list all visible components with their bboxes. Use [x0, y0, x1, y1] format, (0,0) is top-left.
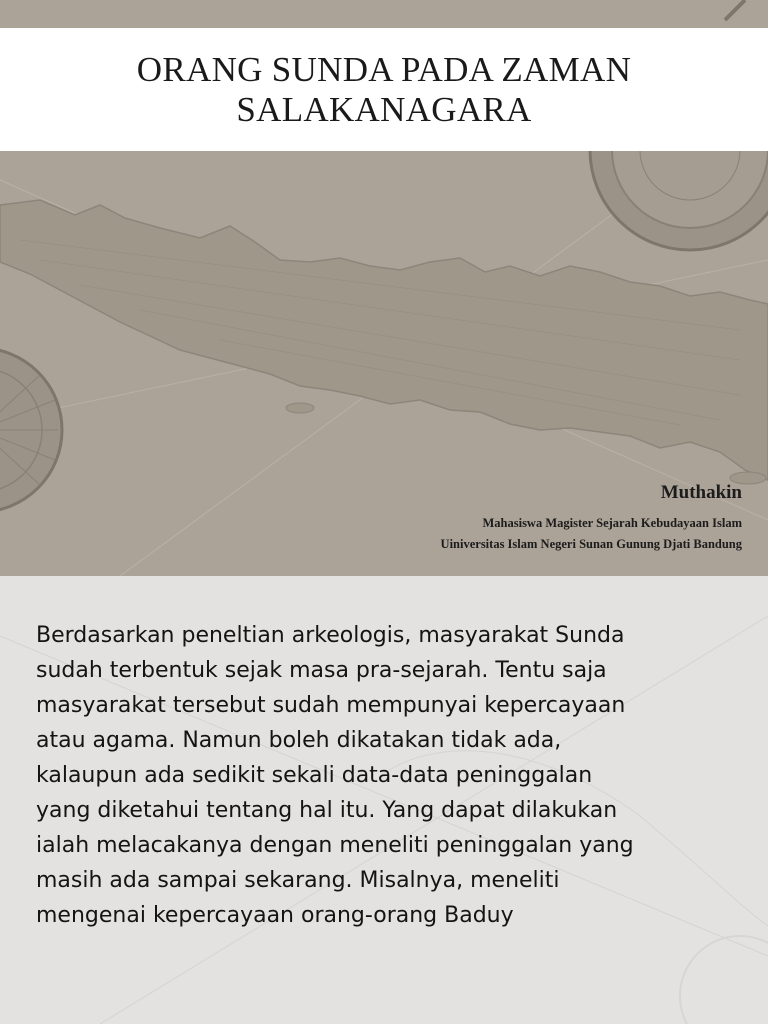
compass-icon — [0, 348, 62, 512]
body-text-line: kalaupun ada sedikit sekali data-data peninggalan — [36, 763, 593, 788]
author-affiliation: Mahasiswa Magister Sejarah Kebudayaan Islam — [482, 516, 742, 530]
body-text-line: atau agama. Namun boleh dikatakan tidak ada, — [36, 728, 562, 753]
slide-title-line: SALAKANAGARA — [236, 89, 532, 129]
text-slide — [0, 576, 768, 1024]
body-text-line: Berdasarkan peneltian arkeologis, masyarakat Sunda — [36, 623, 625, 648]
author-block — [441, 482, 742, 555]
body-text-line: masih ada sampai sekarang. Misalnya, meneliti — [36, 868, 560, 893]
slide-title-line: ORANG SUNDA PADA ZAMAN — [136, 49, 632, 89]
body-text-line: yang diketahui tentang hal itu. Yang dapat dilakukan — [36, 798, 618, 823]
author-affiliation: Uiniversitas Islam Negeri Sunan Gunung Djati Bandung — [440, 537, 742, 551]
body-text-line: mengenai kepercayaan orang-orang Baduy — [36, 903, 514, 928]
body-paragraph — [36, 618, 726, 933]
body-text-line: masyarakat tersebut sudah mempunyai kepercayaan — [36, 693, 626, 718]
body-text-line: ialah melacakanya dengan meneliti peninggalan yang — [36, 833, 634, 858]
author-name: Muthakin — [660, 482, 742, 503]
body-text-line: sudah terbentuk sejak masa pra-sejarah. Tentu saja — [36, 658, 607, 683]
title-band — [0, 28, 768, 151]
